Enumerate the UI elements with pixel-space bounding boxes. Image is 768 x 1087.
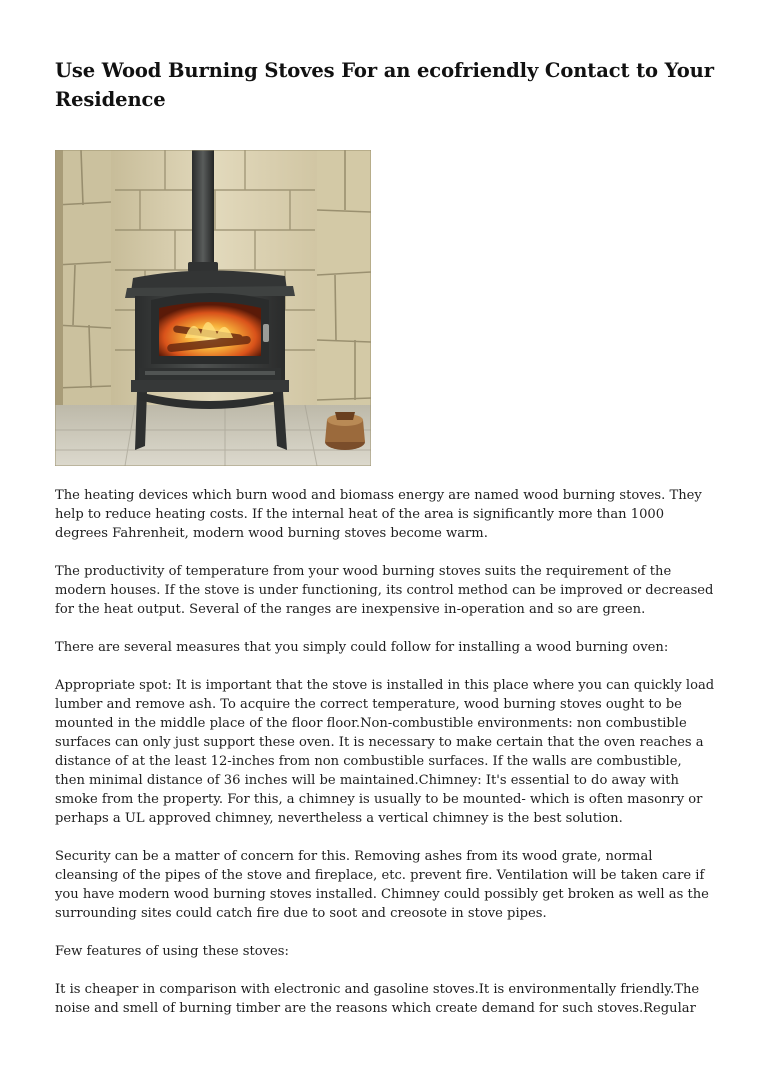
paragraph: The heating devices which burn wood and biomass energy are named wood burning stoves. They help to reduce heating costs. If the internal heat of the area is significantly more than 1000 degrees Fahrenheit, modern wood burning stoves become warm. [55,488,702,541]
paragraph: It is cheaper in comparison with electronic and gasoline stoves.It is environmentally friendly.The noise and smell of burning timber are the reasons which create demand for such stoves.Regular [55,982,700,1016]
document-title: Use Wood Burning Stoves For an ecofriendly Contact to Your Residence [55,59,714,111]
paragraph: Security can be a matter of concern for this. Removing ashes from its wood grate, normal cleansing of the pipes of the stove and fireplace, etc. prevent fire. Ventilation will be taken care if you have modern wood burning stoves installed. Chimney could possibly get broken as well as the surrounding sites could catch fire due to soot and creosote in stove pipes. [55,849,709,921]
document-body [55,486,715,1018]
document-page [55,56,715,1037]
stove-photo [55,150,371,466]
paragraph: Appropriate spot: It is important that the stove is installed in this place where you can quickly load lumber and remove ash. To acquire the correct temperature, wood burning stoves ought to be mounted in the middle place of the floor floor.Non-combustible environments: non combustible surfaces can only just support these oven. It is necessary to make certain that the oven reaches a distance of at the least 12-inches from non combustible surfaces. If the walls are combustible, then minimal distance of 36 inches will be maintained.Chimney: It's essential to do away with smoke from the property. For this, a chimney is usually to be mounted- which is often masonry or perhaps a UL approved chimney, nevertheless a vertical chimney is the best solution. [55,678,715,826]
paragraph: Few features of using these stoves: [55,944,289,959]
paragraph: The productivity of temperature from your wood burning stoves suits the requirement of the modern houses. If the stove is under functioning, its control method can be improved or decreased for the heat output. Several of the ranges are inexpensive in-operation and so are green. [55,564,714,617]
paragraph: There are several measures that you simply could follow for installing a wood burning oven: [55,640,669,655]
